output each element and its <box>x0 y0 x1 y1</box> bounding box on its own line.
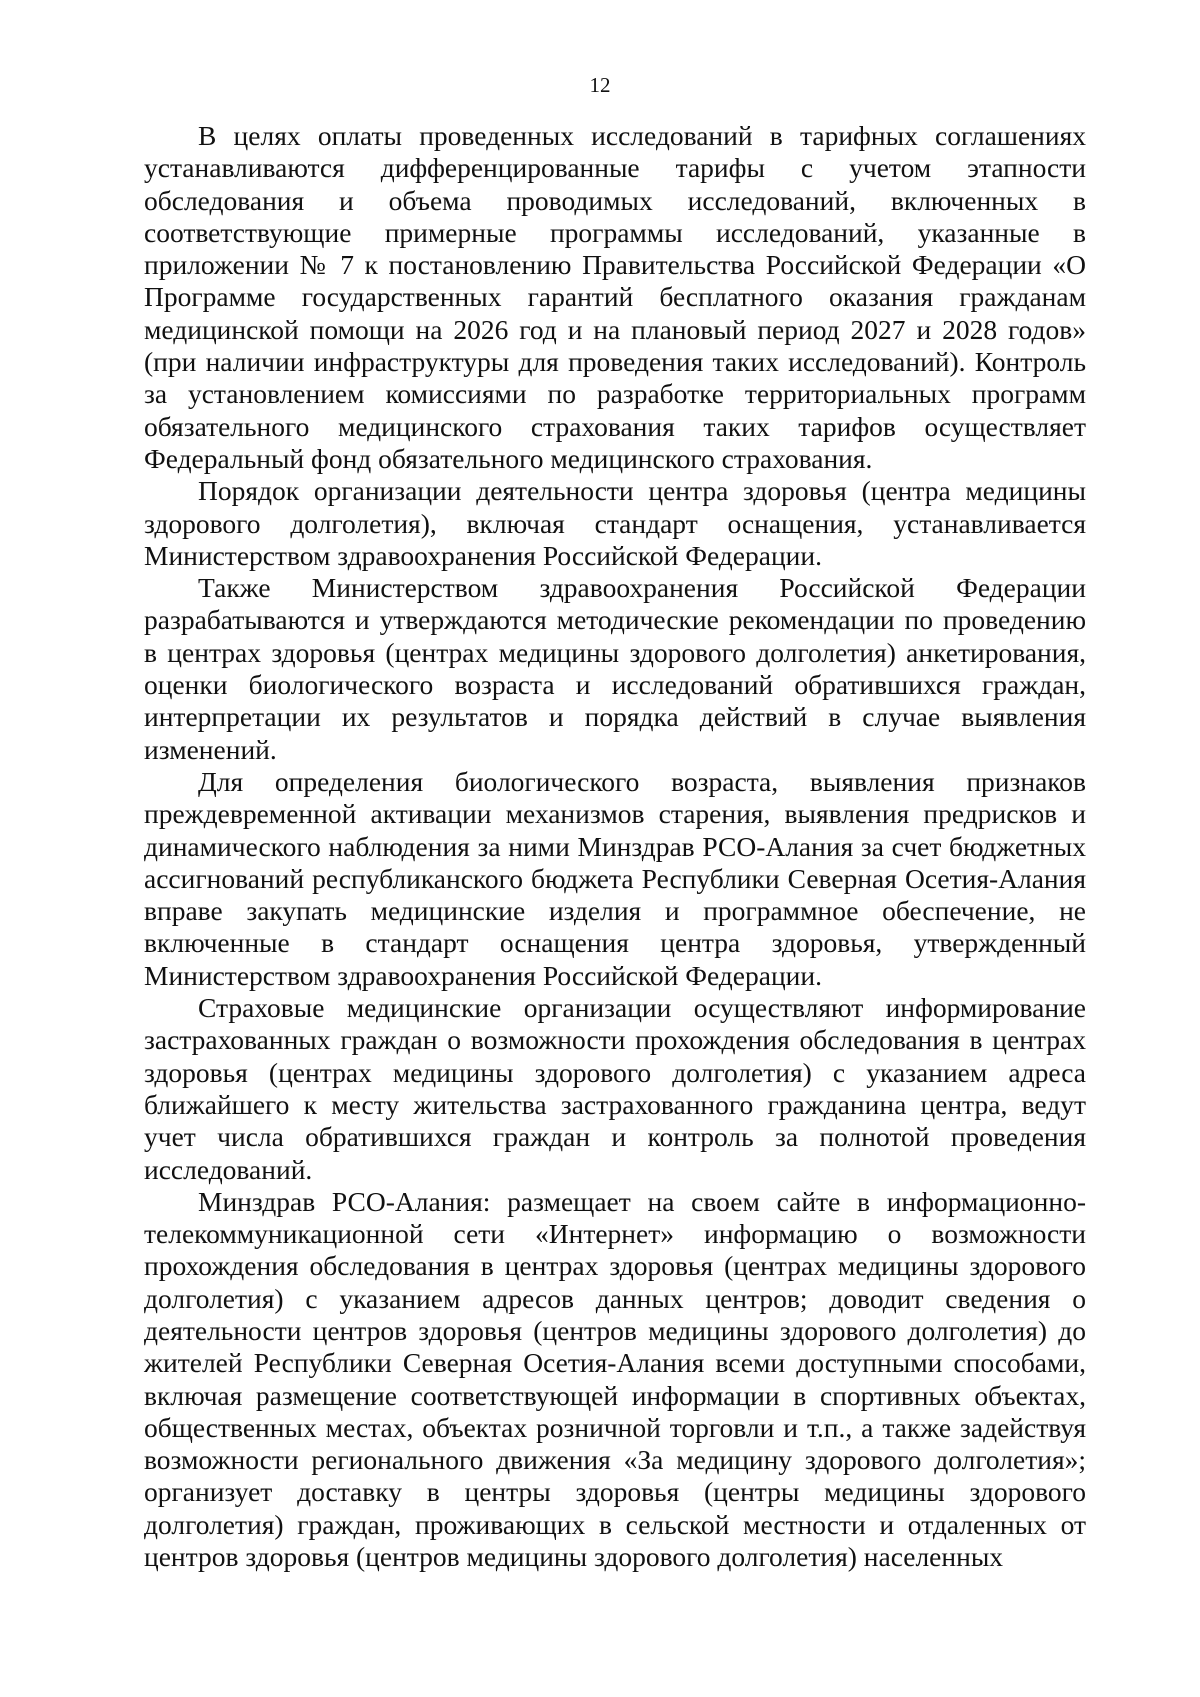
paragraph-biological-age: Для определения биологического возраста, выявления признаков преждевременной активации механизмов старения, выявления предрисков и динамического наблюдения за ними Минздрав РСО-Алания за счет бюджетных ассигнований республиканского бюджета Республики Северная Осетия-Алания вправе закупать медицинские изделия и программное обеспечение, не включенные в стандарт оснащения центра здоровья, утвержденный Министерством здравоохранения Российской Федерации. <box>144 765 1086 991</box>
paragraph-tariffs: В целях оплаты проведенных исследований в тарифных соглашениях устанавливаются дифференцированные тарифы с учетом этапности обследования и объема проводимых исследований, включенных в соответствующие примерные программы исследований, указанные в приложении № 7 к постановлению Правительства Российской Федерации «О Программе государственных гарантий бесплатного оказания гражданам медицинской помощи на 2026 год и на плановый период 2027 и 2028 годов» (при наличии инфраструктуры для проведения таких исследований). Контроль за установлением комиссиями по разработке территориальных программ обязательного медицинского страхования таких тарифов осуществляет Федеральный фонд обязательного медицинского страхования. <box>144 120 1086 474</box>
paragraph-methodical-recommendations: Также Министерством здравоохранения Российской Федерации разрабатываются и утверждаются методические рекомендации по проведению в центрах здоровья (центрах медицины здорового долголетия) анкетирования, оценки биологического возраста и исследований обратившихся граждан, интерпретации их результатов и порядка действий в случае выявления изменений. <box>144 572 1086 765</box>
paragraph-insurance-organizations: Страховые медицинские организации осуществляют информирование застрахованных граждан о возможности прохождения обследования в центрах здоровья (центрах медицины здорового долголетия) с указанием адреса ближайшего к месту жительства застрахованного гражданина центра, ведут учет числа обратившихся граждан и контроль за полнотой проведения исследований. <box>144 992 1086 1185</box>
document-body <box>144 120 1086 1573</box>
paragraph-organization-procedure: Порядок организации деятельности центра здоровья (центра медицины здорового долголетия), включая стандарт оснащения, устанавливается Министерством здравоохранения Российской Федерации. <box>144 475 1086 571</box>
paragraph-ministry-duties: Минздрав РСО-Алания: размещает на своем сайте в информационно-телекоммуникационной сети «Интернет» информацию о возможности прохождения обследования в центрах здоровья (центрах медицины здорового долголетия) с указанием адресов данных центров; доводит сведения о деятельности центров здоровья (центров медицины здорового долголетия) до жителей Республики Северная Осетия-Алания всеми доступными способами, включая размещение соответствующей информации в спортивных объектах, общественных местах, объектах розничной торговли и т.п., а также задействуя возможности регионального движения «За медицину здорового долголетия»; организует доставку в центры здоровья (центры медицины здорового долголетия) граждан, проживающих в сельской местности и отдаленных от центров здоровья (центров медицины здорового долголетия) населенных <box>144 1185 1086 1573</box>
page-number: 12 <box>589 73 611 97</box>
